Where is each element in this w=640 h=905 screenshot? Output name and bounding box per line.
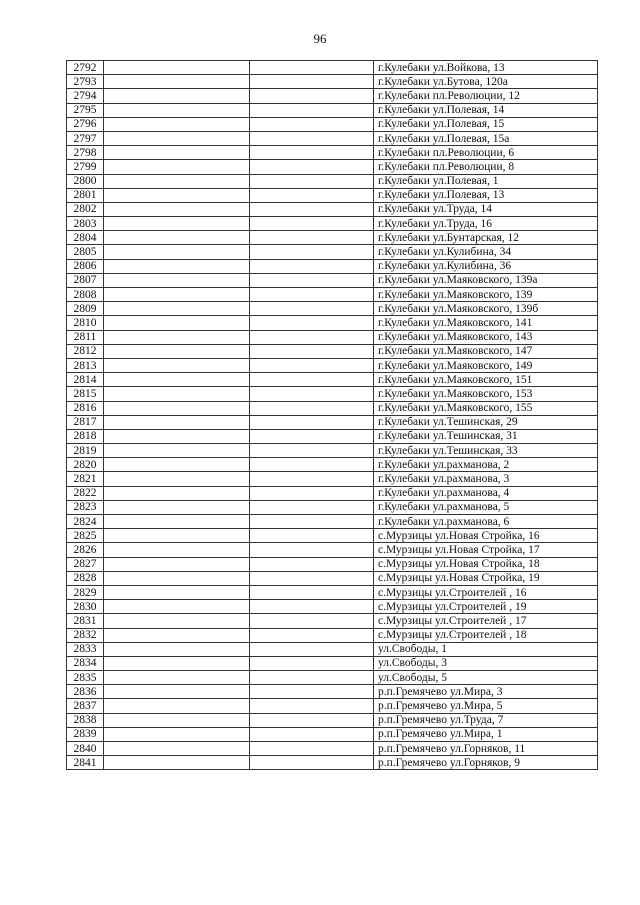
row-number: 2814 [67, 373, 104, 387]
table-row [67, 685, 598, 699]
row-address: г.Кулебаки ул.Труда, 14 [374, 202, 598, 216]
table-row [67, 131, 598, 145]
row-address: с.Мурзицы ул.Новая Стройка, 18 [374, 557, 598, 571]
row-number: 2799 [67, 160, 104, 174]
empty-cell-3 [250, 373, 374, 387]
empty-cell-2 [104, 302, 250, 316]
empty-cell-3 [250, 557, 374, 571]
row-number: 2805 [67, 245, 104, 259]
empty-cell-2 [104, 217, 250, 231]
empty-cell-2 [104, 543, 250, 557]
empty-cell-2 [104, 515, 250, 529]
row-number: 2836 [67, 685, 104, 699]
row-address: г.Кулебаки ул.рахманова, 5 [374, 500, 598, 514]
row-address: ул.Свободы, 1 [374, 642, 598, 656]
table-row [67, 656, 598, 670]
table-row [67, 344, 598, 358]
table-row [67, 713, 598, 727]
empty-cell-3 [250, 245, 374, 259]
row-address: с.Мурзицы ул.Новая Стройка, 19 [374, 571, 598, 585]
empty-cell-2 [104, 344, 250, 358]
table-row [67, 259, 598, 273]
table-row [67, 103, 598, 117]
row-number: 2802 [67, 202, 104, 216]
row-number: 2818 [67, 429, 104, 443]
row-address: г.Кулебаки ул.рахманова, 4 [374, 486, 598, 500]
row-address: р.п.Гремячево ул.Мира, 5 [374, 699, 598, 713]
row-number: 2839 [67, 727, 104, 741]
row-address: р.п.Гремячево ул.Труда, 7 [374, 713, 598, 727]
empty-cell-3 [250, 131, 374, 145]
table-row [67, 146, 598, 160]
empty-cell-2 [104, 429, 250, 443]
empty-cell-3 [250, 146, 374, 160]
empty-cell-3 [250, 742, 374, 756]
row-number: 2806 [67, 259, 104, 273]
empty-cell-2 [104, 174, 250, 188]
empty-cell-2 [104, 117, 250, 131]
empty-cell-3 [250, 217, 374, 231]
table-row [67, 61, 598, 75]
empty-cell-2 [104, 444, 250, 458]
table-row [67, 642, 598, 656]
row-number: 2807 [67, 273, 104, 287]
empty-cell-2 [104, 373, 250, 387]
row-number: 2840 [67, 742, 104, 756]
row-number: 2826 [67, 543, 104, 557]
row-address: г.Кулебаки ул.Полевая, 15а [374, 131, 598, 145]
row-number: 2841 [67, 756, 104, 770]
row-address: с.Мурзицы ул.Строителей , 19 [374, 600, 598, 614]
empty-cell-3 [250, 685, 374, 699]
empty-cell-2 [104, 202, 250, 216]
table-row [67, 358, 598, 372]
empty-cell-3 [250, 543, 374, 557]
table-row [67, 557, 598, 571]
row-address: г.Кулебаки ул.Полевая, 15 [374, 117, 598, 131]
row-address: г.Кулебаки ул.Бунтарская, 12 [374, 231, 598, 245]
table-row [67, 600, 598, 614]
table-row [67, 756, 598, 770]
empty-cell-2 [104, 273, 250, 287]
row-number: 2793 [67, 75, 104, 89]
empty-cell-2 [104, 61, 250, 75]
empty-cell-3 [250, 387, 374, 401]
row-address: г.Кулебаки ул.рахманова, 2 [374, 458, 598, 472]
empty-cell-2 [104, 231, 250, 245]
table-row [67, 188, 598, 202]
page-number: 96 [313, 31, 327, 46]
empty-cell-2 [104, 727, 250, 741]
row-number: 2833 [67, 642, 104, 656]
row-number: 2796 [67, 117, 104, 131]
table-row [67, 401, 598, 415]
empty-cell-2 [104, 557, 250, 571]
empty-cell-2 [104, 486, 250, 500]
row-number: 2812 [67, 344, 104, 358]
row-number: 2815 [67, 387, 104, 401]
empty-cell-3 [250, 486, 374, 500]
row-number: 2828 [67, 571, 104, 585]
row-address: с.Мурзицы ул.Новая Стройка, 17 [374, 543, 598, 557]
empty-cell-3 [250, 160, 374, 174]
row-address: с.Мурзицы ул.Строителей , 17 [374, 614, 598, 628]
row-number: 2834 [67, 656, 104, 670]
empty-cell-3 [250, 316, 374, 330]
empty-cell-2 [104, 89, 250, 103]
empty-cell-3 [250, 273, 374, 287]
empty-cell-2 [104, 358, 250, 372]
table-row [67, 458, 598, 472]
empty-cell-2 [104, 245, 250, 259]
row-address: г.Кулебаки ул.Тешинская, 33 [374, 444, 598, 458]
empty-cell-3 [250, 288, 374, 302]
empty-cell-2 [104, 699, 250, 713]
table-row [67, 529, 598, 543]
empty-cell-2 [104, 742, 250, 756]
row-address: ул.Свободы, 3 [374, 656, 598, 670]
row-number: 2830 [67, 600, 104, 614]
row-address: г.Кулебаки ул.Маяковского, 141 [374, 316, 598, 330]
row-number: 2819 [67, 444, 104, 458]
empty-cell-3 [250, 628, 374, 642]
empty-cell-3 [250, 103, 374, 117]
row-number: 2827 [67, 557, 104, 571]
empty-cell-2 [104, 656, 250, 670]
empty-cell-2 [104, 756, 250, 770]
row-address: г.Кулебаки ул.Маяковского, 147 [374, 344, 598, 358]
empty-cell-2 [104, 188, 250, 202]
row-address: г.Кулебаки ул.рахманова, 6 [374, 515, 598, 529]
row-address: р.п.Гремячево ул.Горняков, 11 [374, 742, 598, 756]
table-row [67, 742, 598, 756]
empty-cell-2 [104, 146, 250, 160]
row-number: 2816 [67, 401, 104, 415]
row-number: 2820 [67, 458, 104, 472]
row-address: г.Кулебаки ул.Маяковского, 139а [374, 273, 598, 287]
row-address: г.Кулебаки ул.рахманова, 3 [374, 472, 598, 486]
row-number: 2823 [67, 500, 104, 514]
empty-cell-3 [250, 174, 374, 188]
row-number: 2798 [67, 146, 104, 160]
row-address: г.Кулебаки пл.Революции, 6 [374, 146, 598, 160]
empty-cell-3 [250, 202, 374, 216]
table-row [67, 543, 598, 557]
row-number: 2838 [67, 713, 104, 727]
row-number: 2821 [67, 472, 104, 486]
empty-cell-3 [250, 330, 374, 344]
row-address: ул.Свободы, 5 [374, 671, 598, 685]
empty-cell-3 [250, 585, 374, 599]
table-row [67, 628, 598, 642]
row-address: г.Кулебаки пл.Революции, 8 [374, 160, 598, 174]
row-address: р.п.Гремячево ул.Горняков, 9 [374, 756, 598, 770]
empty-cell-2 [104, 415, 250, 429]
table-row [67, 614, 598, 628]
empty-cell-3 [250, 61, 374, 75]
table-row [67, 174, 598, 188]
empty-cell-3 [250, 415, 374, 429]
row-address: р.п.Гремячево ул.Мира, 3 [374, 685, 598, 699]
empty-cell-2 [104, 500, 250, 514]
row-number: 2804 [67, 231, 104, 245]
table-row [67, 245, 598, 259]
table-row [67, 727, 598, 741]
row-address: г.Кулебаки ул.Труда, 16 [374, 217, 598, 231]
row-address: г.Кулебаки ул.Тешинская, 29 [374, 415, 598, 429]
row-address: с.Мурзицы ул.Строителей , 16 [374, 585, 598, 599]
table-row [67, 585, 598, 599]
row-number: 2817 [67, 415, 104, 429]
table-row [67, 202, 598, 216]
empty-cell-3 [250, 529, 374, 543]
empty-cell-3 [250, 401, 374, 415]
empty-cell-2 [104, 671, 250, 685]
row-number: 2825 [67, 529, 104, 543]
empty-cell-3 [250, 642, 374, 656]
table-row [67, 89, 598, 103]
empty-cell-2 [104, 642, 250, 656]
empty-cell-2 [104, 103, 250, 117]
empty-cell-3 [250, 75, 374, 89]
empty-cell-3 [250, 444, 374, 458]
row-address: г.Кулебаки пл.Революции, 12 [374, 89, 598, 103]
empty-cell-3 [250, 571, 374, 585]
empty-cell-2 [104, 330, 250, 344]
empty-cell-3 [250, 727, 374, 741]
row-address: г.Кулебаки ул.Полевая, 14 [374, 103, 598, 117]
row-address: г.Кулебаки ул.Маяковского, 151 [374, 373, 598, 387]
row-number: 2837 [67, 699, 104, 713]
empty-cell-2 [104, 585, 250, 599]
empty-cell-2 [104, 685, 250, 699]
row-number: 2809 [67, 302, 104, 316]
row-address: г.Кулебаки ул.Кулибина, 34 [374, 245, 598, 259]
empty-cell-2 [104, 316, 250, 330]
table-row [67, 486, 598, 500]
empty-cell-3 [250, 117, 374, 131]
empty-cell-2 [104, 614, 250, 628]
table-row [67, 273, 598, 287]
row-address: г.Кулебаки ул.Полевая, 13 [374, 188, 598, 202]
table-row [67, 302, 598, 316]
table-row [67, 75, 598, 89]
row-address: г.Кулебаки ул.Маяковского, 153 [374, 387, 598, 401]
empty-cell-2 [104, 458, 250, 472]
row-address: г.Кулебаки ул.Бутова, 120а [374, 75, 598, 89]
table-row [67, 373, 598, 387]
row-address: г.Кулебаки ул.Войкова, 13 [374, 61, 598, 75]
empty-cell-3 [250, 302, 374, 316]
empty-cell-3 [250, 89, 374, 103]
empty-cell-3 [250, 344, 374, 358]
empty-cell-3 [250, 600, 374, 614]
table-row [67, 415, 598, 429]
address-table [66, 60, 598, 770]
table-row [67, 571, 598, 585]
table-row [67, 330, 598, 344]
empty-cell-3 [250, 713, 374, 727]
table-row [67, 699, 598, 713]
table-row [67, 231, 598, 245]
table-row [67, 444, 598, 458]
row-number: 2803 [67, 217, 104, 231]
row-number: 2792 [67, 61, 104, 75]
row-number: 2831 [67, 614, 104, 628]
table-row [67, 387, 598, 401]
row-address: с.Мурзицы ул.Строителей , 18 [374, 628, 598, 642]
table-row [67, 515, 598, 529]
empty-cell-3 [250, 614, 374, 628]
table-row [67, 500, 598, 514]
empty-cell-2 [104, 259, 250, 273]
table-row [67, 160, 598, 174]
row-address: г.Кулебаки ул.Маяковского, 155 [374, 401, 598, 415]
empty-cell-3 [250, 656, 374, 670]
empty-cell-3 [250, 231, 374, 245]
empty-cell-3 [250, 458, 374, 472]
row-number: 2808 [67, 288, 104, 302]
row-number: 2824 [67, 515, 104, 529]
row-address: г.Кулебаки ул.Маяковского, 143 [374, 330, 598, 344]
table-row [67, 217, 598, 231]
row-number: 2832 [67, 628, 104, 642]
row-number: 2797 [67, 131, 104, 145]
empty-cell-2 [104, 713, 250, 727]
empty-cell-2 [104, 288, 250, 302]
row-address: г.Кулебаки ул.Маяковского, 139б [374, 302, 598, 316]
empty-cell-3 [250, 358, 374, 372]
address-table-body [67, 61, 598, 770]
table-row [67, 429, 598, 443]
empty-cell-2 [104, 401, 250, 415]
empty-cell-2 [104, 131, 250, 145]
row-number: 2801 [67, 188, 104, 202]
empty-cell-2 [104, 628, 250, 642]
row-number: 2835 [67, 671, 104, 685]
table-row [67, 671, 598, 685]
row-number: 2811 [67, 330, 104, 344]
table-row [67, 117, 598, 131]
row-address: г.Кулебаки ул.Маяковского, 139 [374, 288, 598, 302]
row-address: с.Мурзицы ул.Новая Стройка, 16 [374, 529, 598, 543]
row-number: 2829 [67, 585, 104, 599]
row-number: 2813 [67, 358, 104, 372]
empty-cell-2 [104, 571, 250, 585]
empty-cell-2 [104, 472, 250, 486]
table-row [67, 288, 598, 302]
empty-cell-3 [250, 188, 374, 202]
empty-cell-3 [250, 671, 374, 685]
row-address: г.Кулебаки ул.Кулибина, 36 [374, 259, 598, 273]
row-number: 2794 [67, 89, 104, 103]
empty-cell-3 [250, 472, 374, 486]
empty-cell-3 [250, 500, 374, 514]
empty-cell-3 [250, 259, 374, 273]
empty-cell-3 [250, 756, 374, 770]
empty-cell-3 [250, 515, 374, 529]
table-row [67, 316, 598, 330]
row-address: г.Кулебаки ул.Маяковского, 149 [374, 358, 598, 372]
row-address: г.Кулебаки ул.Полевая, 1 [374, 174, 598, 188]
empty-cell-3 [250, 699, 374, 713]
row-address: г.Кулебаки ул.Тешинская, 31 [374, 429, 598, 443]
empty-cell-2 [104, 160, 250, 174]
row-number: 2795 [67, 103, 104, 117]
row-number: 2800 [67, 174, 104, 188]
empty-cell-2 [104, 529, 250, 543]
empty-cell-3 [250, 429, 374, 443]
row-number: 2822 [67, 486, 104, 500]
empty-cell-2 [104, 387, 250, 401]
row-address: р.п.Гремячево ул.Мира, 1 [374, 727, 598, 741]
table-row [67, 472, 598, 486]
empty-cell-2 [104, 75, 250, 89]
empty-cell-2 [104, 600, 250, 614]
row-number: 2810 [67, 316, 104, 330]
